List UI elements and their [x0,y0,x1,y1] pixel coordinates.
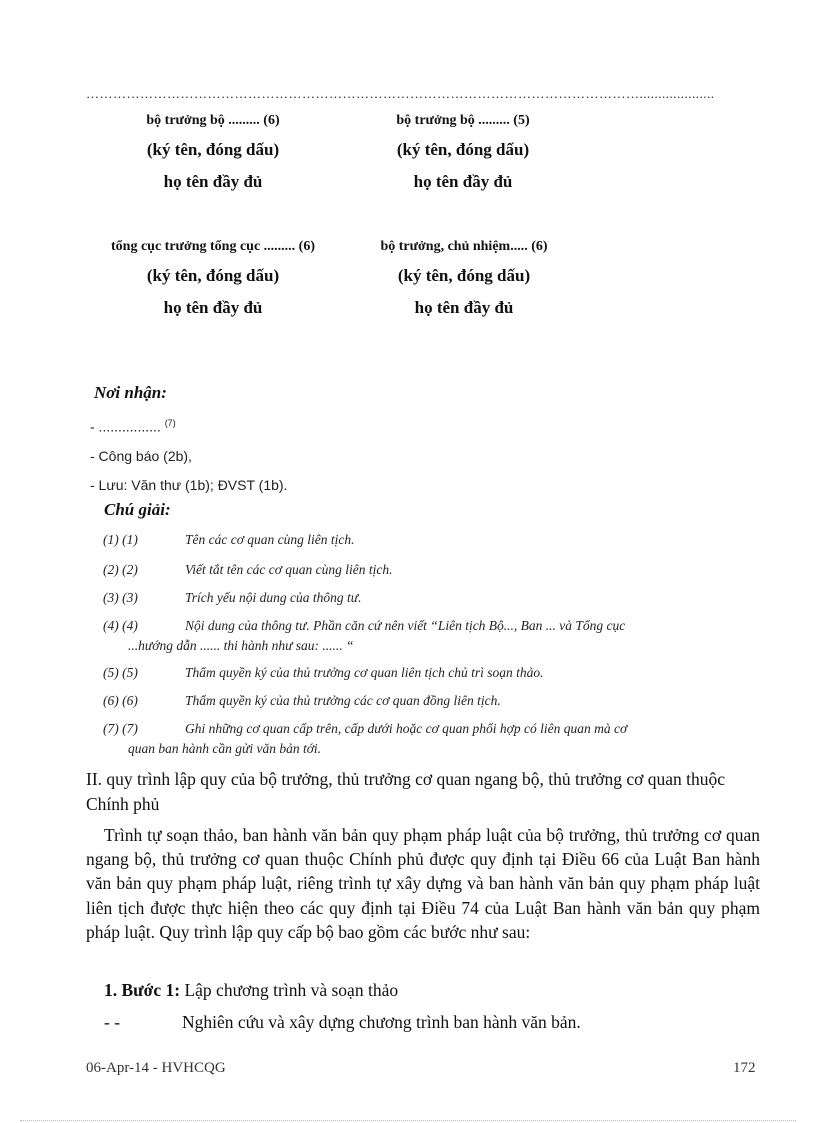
note-item [103,663,743,683]
top-dotted-line: …………………………………………………………………………………………………………….................... [86,86,715,101]
signature-block-4 [355,238,573,320]
signature-block-2 [368,112,558,194]
note-text: Tên các cơ quan cùng liên tịch. [185,532,355,547]
signature-sign-note: (ký tên, đóng dấu) [146,266,280,285]
footer-date-org: 06-Apr-14 - HVHCQG [86,1060,226,1076]
recipient-item: - Lưu: Văn thư (1b); ĐVST (1b). [90,477,288,493]
note-number: (4) (4) [103,618,138,633]
recipients-title: Nơi nhận: [94,383,167,402]
note-number: (2) (2) [103,562,138,577]
note-text-continued: quan ban hành cần gửi văn bản tới. [128,741,322,756]
note-text: Thẩm quyền ký của thủ trưởng các cơ quan đồng liên tịch. [185,693,501,708]
step-label: 1. Bước 1: [104,980,181,1000]
signature-name: họ tên đầy đủ [413,172,513,191]
note-text-continued: ...hướng dẫn ...... thi hành như sau: ...... “ [128,638,354,653]
signature-sign-note: (ký tên, đóng dấu) [396,140,530,159]
note-item [103,588,743,608]
note-text: Nội dung của thông tư. Phần căn cứ nên viết “Liên tịch Bộ..., Ban ... và Tổng cục [185,618,626,633]
recipient-item: - Công báo (2b), [90,448,192,464]
signature-block-1 [118,112,308,194]
signature-role: tổng cục trưởng tổng cục ......... (6) [111,239,315,254]
body-paragraph: Trình tự soạn thảo, ban hành văn bản quy phạm pháp luật của bộ trưởng, thủ trưởng cơ quan ngang bộ, thủ trưởng cơ quan thuộc Chính phủ được quy định tại Điều 66 của Luật Ban hành văn bản quy phạm pháp luật, riêng trình tự xây dựng và ban hành văn bản quy phạm pháp luật liên tịch được thực hiện theo các quy định tại Điều 74 của Luật Ban hành văn bản quy phạm pháp luật. Quy trình lập quy cấp bộ bao gồm các bước như sau: [86,825,760,942]
note-item [103,719,743,759]
note-text: Trích yếu nội dung của thông tư. [185,590,362,605]
page-number: 172 [733,1060,756,1076]
recipient-text: - ................ [90,418,161,435]
signature-sign-note: (ký tên, đóng dấu) [397,266,531,285]
recipient-item [90,418,176,435]
recipient-footnote-ref: (7) [164,418,176,428]
signature-name: họ tên đầy đủ [163,172,263,191]
note-item [103,560,743,580]
signature-block-3 [96,238,330,320]
note-number: (5) (5) [103,665,138,680]
note-number: (6) (6) [103,693,138,708]
signature-role: bộ trưởng bộ ......... (5) [396,113,530,128]
signature-role: bộ trưởng bộ ......... (6) [146,113,280,128]
note-number: (3) (3) [103,590,138,605]
bottom-dotted-rule [20,1120,796,1121]
note-item [103,616,743,656]
note-text: Viết tắt tên các cơ quan cùng liên tịch. [185,562,393,577]
signature-name: họ tên đầy đủ [163,298,263,317]
signature-sign-note: (ký tên, đóng dấu) [146,140,280,159]
note-text: Ghi những cơ quan cấp trên, cấp dưới hoặc cơ quan phối hợp có liên quan mà cơ [185,721,628,736]
step-heading [104,980,398,1001]
note-item [103,691,743,711]
note-text: Thẩm quyền ký của thủ trưởng cơ quan liên tịch chủ trì soạn thảo. [185,665,544,680]
bullet-text: Nghiên cứu và xây dựng chương trình ban hành văn bản. [182,1012,581,1032]
signature-role: bộ trưởng, chủ nhiệm..... (6) [380,239,548,254]
note-number: (7) (7) [103,721,138,736]
bullet-dash: - - [104,1012,121,1032]
note-item [103,530,743,550]
bullet-item [104,1012,581,1033]
section-heading: II. quy trình lập quy của bộ trưởng, thủ trưởng cơ quan ngang bộ, thủ trưởng cơ quan thuộc Chính phủ [86,769,725,814]
signature-name: họ tên đầy đủ [414,298,514,317]
notes-title: Chú giải: [104,500,171,519]
step-text: Lập chương trình và soạn thảo [180,980,399,1000]
note-number: (1) (1) [103,532,138,547]
